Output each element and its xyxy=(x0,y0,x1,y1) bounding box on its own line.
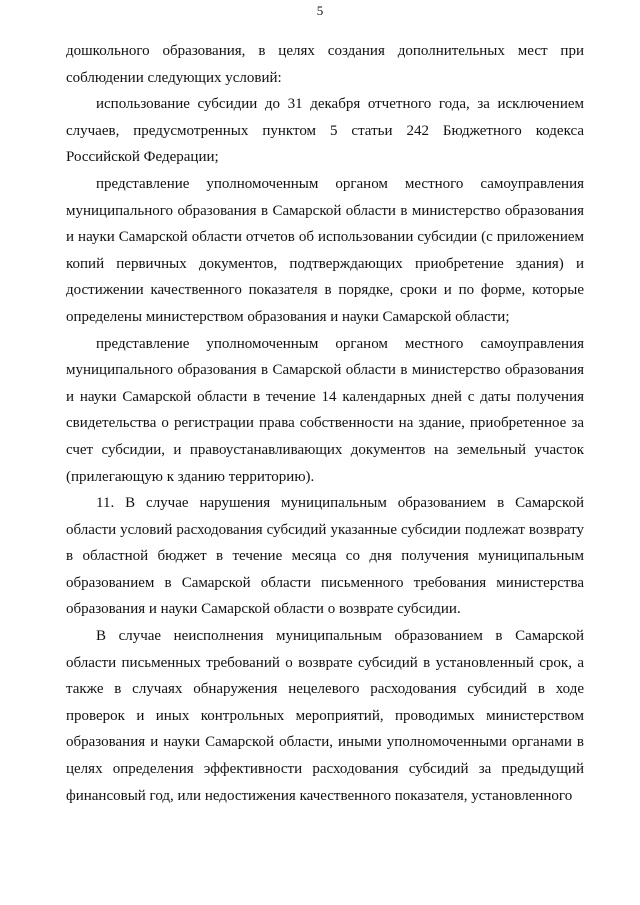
paragraph-condition-subsidy-use: использование субсидии до 31 декабря отчетного года, за исключением случаев, предусмотренных пунктом 5 статьи 242 Бюджетного кодекса Российской Федерации; xyxy=(66,96,584,166)
paragraph-continuation: дошкольного образования, в целях создания дополнительных мест при соблюдении следующих условий: xyxy=(66,43,584,86)
paragraph-non-compliance: В случае неисполнения муниципальным образованием в Самарской области письменных требований о возврате субсидий в установленный срок, а также в случаях обнаружения нецелевого расходования субсидий в ходе проверок и иных контрольных мероприятий, проводимых министерством образования и науки Самарской области, иными уполномоченными органами в целях определения эффективности расходования субсидий за предыдущий финансовый год, или недостижения качественного показателя, установленного xyxy=(66,628,584,804)
document-body xyxy=(66,38,584,809)
page-number: 5 xyxy=(316,3,324,18)
paragraph-condition-reports: представление уполномоченным органом местного самоуправления муниципального образования в Самарской области в министерство образования и науки Самарской области отчетов об использовании субсидии (с приложением копий первичных документов, подтверждающих приобретение здания) и достижении качественного показателя в порядке, сроки и по форме, которые определены министерством образования и науки Самарской области; xyxy=(66,175,584,325)
paragraph-clause-11: 11. В случае нарушения муниципальным образованием в Самарской области условий расходования субсидий указанные субсидии подлежат возврату в областной бюджет в течение месяца со дня получения муниципальным образованием в Самарской области письменного требования министерства образования и науки Самарской области о возврате субсидии. xyxy=(66,495,584,618)
paragraph-condition-ownership-docs: представление уполномоченным органом местного самоуправления муниципального образования в Самарской области в министерство образования и науки Самарской области в течение 14 календарных дней с даты получения свидетельства о регистрации права собственности на здание, приобретенное за счет субсидии, и правоустанавливающих документов на земельный участок (прилегающую к зданию территорию). xyxy=(66,335,584,485)
